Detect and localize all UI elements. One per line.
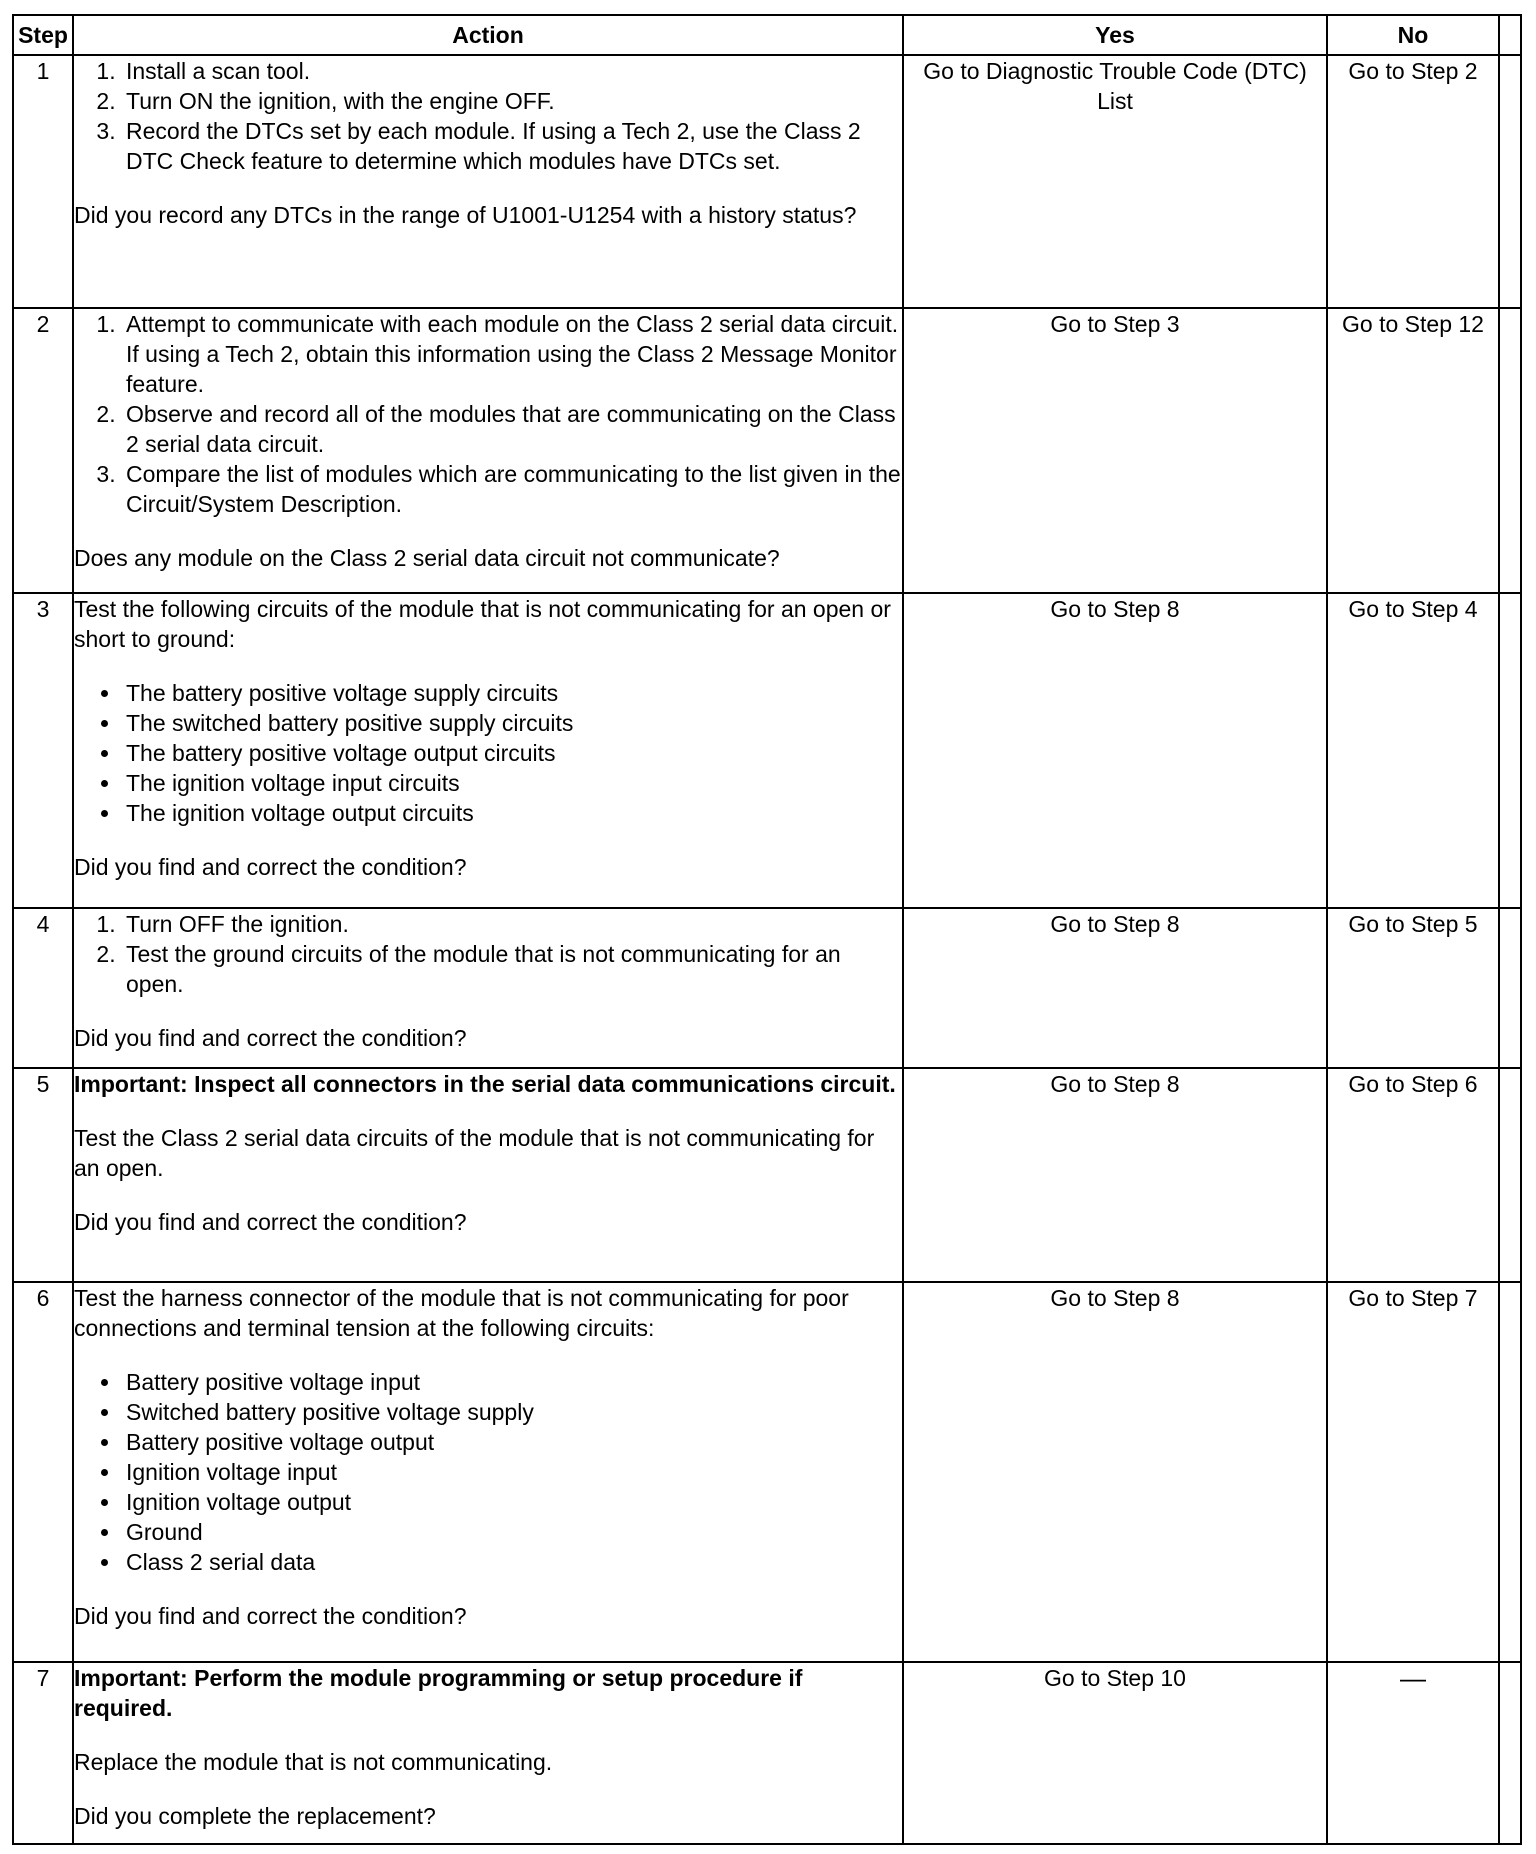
table-row xyxy=(13,55,1521,308)
yes-cell: Go to Diagnostic Trouble Code (DTC) List xyxy=(903,55,1327,308)
question-text: Did you find and correct the condition? xyxy=(74,1209,467,1235)
no-cell: — xyxy=(1327,1662,1499,1844)
action-text: Replace the module that is not communicating. xyxy=(74,1749,553,1775)
instruction-item: 2. Turn ON the ignition, with the engine OFF. xyxy=(122,86,902,116)
important-note: Important: Perform the module programming or setup procedure if required. xyxy=(74,1665,803,1721)
list-item: • Switched battery positive voltage supply xyxy=(122,1397,902,1427)
list-item: • Ignition voltage output xyxy=(122,1487,902,1517)
table-row xyxy=(13,308,1521,593)
step-number: 6 xyxy=(13,1282,73,1662)
diagnostic-table xyxy=(12,14,1522,1845)
row-spacer xyxy=(1499,308,1521,593)
yes-cell: Go to Step 8 xyxy=(903,593,1327,908)
no-cell: Go to Step 2 xyxy=(1327,55,1499,308)
action-cell xyxy=(73,1282,903,1662)
step-number: 4 xyxy=(13,908,73,1068)
question-text: Did you complete the replacement? xyxy=(74,1803,436,1829)
list-item: • Battery positive voltage output xyxy=(122,1427,902,1457)
instruction-item: 1. Turn OFF the ignition. xyxy=(122,909,902,939)
header-yes: Yes xyxy=(903,15,1327,55)
table-row xyxy=(13,593,1521,908)
step-number: 3 xyxy=(13,593,73,908)
list-item: • Class 2 serial data xyxy=(122,1547,902,1577)
instruction-item: 2. Test the ground circuits of the module that is not communicating for an open. xyxy=(122,939,902,999)
row-spacer xyxy=(1499,908,1521,1068)
no-cell: Go to Step 4 xyxy=(1327,593,1499,908)
yes-cell: Go to Step 10 xyxy=(903,1662,1327,1844)
instruction-item: 3. Compare the list of modules which are communicating to the list given in the Circuit/System Description. xyxy=(122,459,902,519)
diagnostic-table-frame xyxy=(12,14,1520,1845)
row-spacer xyxy=(1499,1282,1521,1662)
list-item: • Battery positive voltage input xyxy=(122,1367,902,1397)
instruction-item: 1. Install a scan tool. xyxy=(122,56,902,86)
action-text: Test the Class 2 serial data circuits of the module that is not communicating for an open. xyxy=(74,1125,875,1181)
row-spacer xyxy=(1499,593,1521,908)
no-cell: Go to Step 5 xyxy=(1327,908,1499,1068)
list-item: • The battery positive voltage output circuits xyxy=(122,738,902,768)
instruction-item: 2. Observe and record all of the modules that are communicating on the Class 2 serial data circuit. xyxy=(122,399,902,459)
table-row xyxy=(13,1282,1521,1662)
no-cell: Go to Step 7 xyxy=(1327,1282,1499,1662)
list-item: • Ignition voltage input xyxy=(122,1457,902,1487)
header-no: No xyxy=(1327,15,1499,55)
instruction-list xyxy=(74,56,902,176)
row-spacer xyxy=(1499,55,1521,308)
step-number: 1 xyxy=(13,55,73,308)
header-row xyxy=(13,15,1521,55)
row-spacer xyxy=(1499,1068,1521,1282)
question-text: Did you find and correct the condition? xyxy=(74,1025,467,1051)
list-item: • The ignition voltage output circuits xyxy=(122,798,902,828)
row-spacer xyxy=(1499,1662,1521,1844)
no-cell: Go to Step 12 xyxy=(1327,308,1499,593)
instruction-item: 1. Attempt to communicate with each module on the Class 2 serial data circuit. If using a Tech 2, obtain this information using the Class 2 Message Monitor feature. xyxy=(122,309,902,399)
question-text: Did you record any DTCs in the range of U1001-U1254 with a history status? xyxy=(74,202,857,228)
yes-cell: Go to Step 8 xyxy=(903,1282,1327,1662)
list-item: • The switched battery positive supply circuits xyxy=(122,708,902,738)
list-item: • Ground xyxy=(122,1517,902,1547)
important-note: Important: Inspect all connectors in the serial data communications circuit. xyxy=(74,1071,896,1097)
action-cell xyxy=(73,308,903,593)
header-spacer xyxy=(1499,15,1521,55)
action-cell xyxy=(73,1662,903,1844)
yes-cell: Go to Step 3 xyxy=(903,308,1327,593)
step-number: 5 xyxy=(13,1068,73,1282)
table-row xyxy=(13,1662,1521,1844)
action-cell xyxy=(73,55,903,308)
header-step: Step xyxy=(13,15,73,55)
yes-cell: Go to Step 8 xyxy=(903,908,1327,1068)
intro-text: Test the harness connector of the module that is not communicating for poor connections and terminal tension at the following circuits: xyxy=(74,1285,849,1341)
header-action: Action xyxy=(73,15,903,55)
question-text: Did you find and correct the condition? xyxy=(74,854,467,880)
step-number: 2 xyxy=(13,308,73,593)
action-cell xyxy=(73,1068,903,1282)
question-text: Did you find and correct the condition? xyxy=(74,1603,467,1629)
action-cell xyxy=(73,908,903,1068)
step-number: 7 xyxy=(13,1662,73,1844)
circuit-list xyxy=(74,1367,902,1577)
action-cell xyxy=(73,593,903,908)
list-item: • The battery positive voltage supply circuits xyxy=(122,678,902,708)
table-row xyxy=(13,908,1521,1068)
intro-text: Test the following circuits of the module that is not communicating for an open or short to ground: xyxy=(74,596,891,652)
no-cell: Go to Step 6 xyxy=(1327,1068,1499,1282)
instruction-list xyxy=(74,309,902,519)
table-row xyxy=(13,1068,1521,1282)
instruction-item: 3. Record the DTCs set by each module. If using a Tech 2, use the Class 2 DTC Check feature to determine which modules have DTCs set. xyxy=(122,116,902,176)
circuit-list xyxy=(74,678,902,828)
question-text: Does any module on the Class 2 serial data circuit not communicate? xyxy=(74,545,780,571)
instruction-list xyxy=(74,909,902,999)
list-item: • The ignition voltage input circuits xyxy=(122,768,902,798)
yes-cell: Go to Step 8 xyxy=(903,1068,1327,1282)
